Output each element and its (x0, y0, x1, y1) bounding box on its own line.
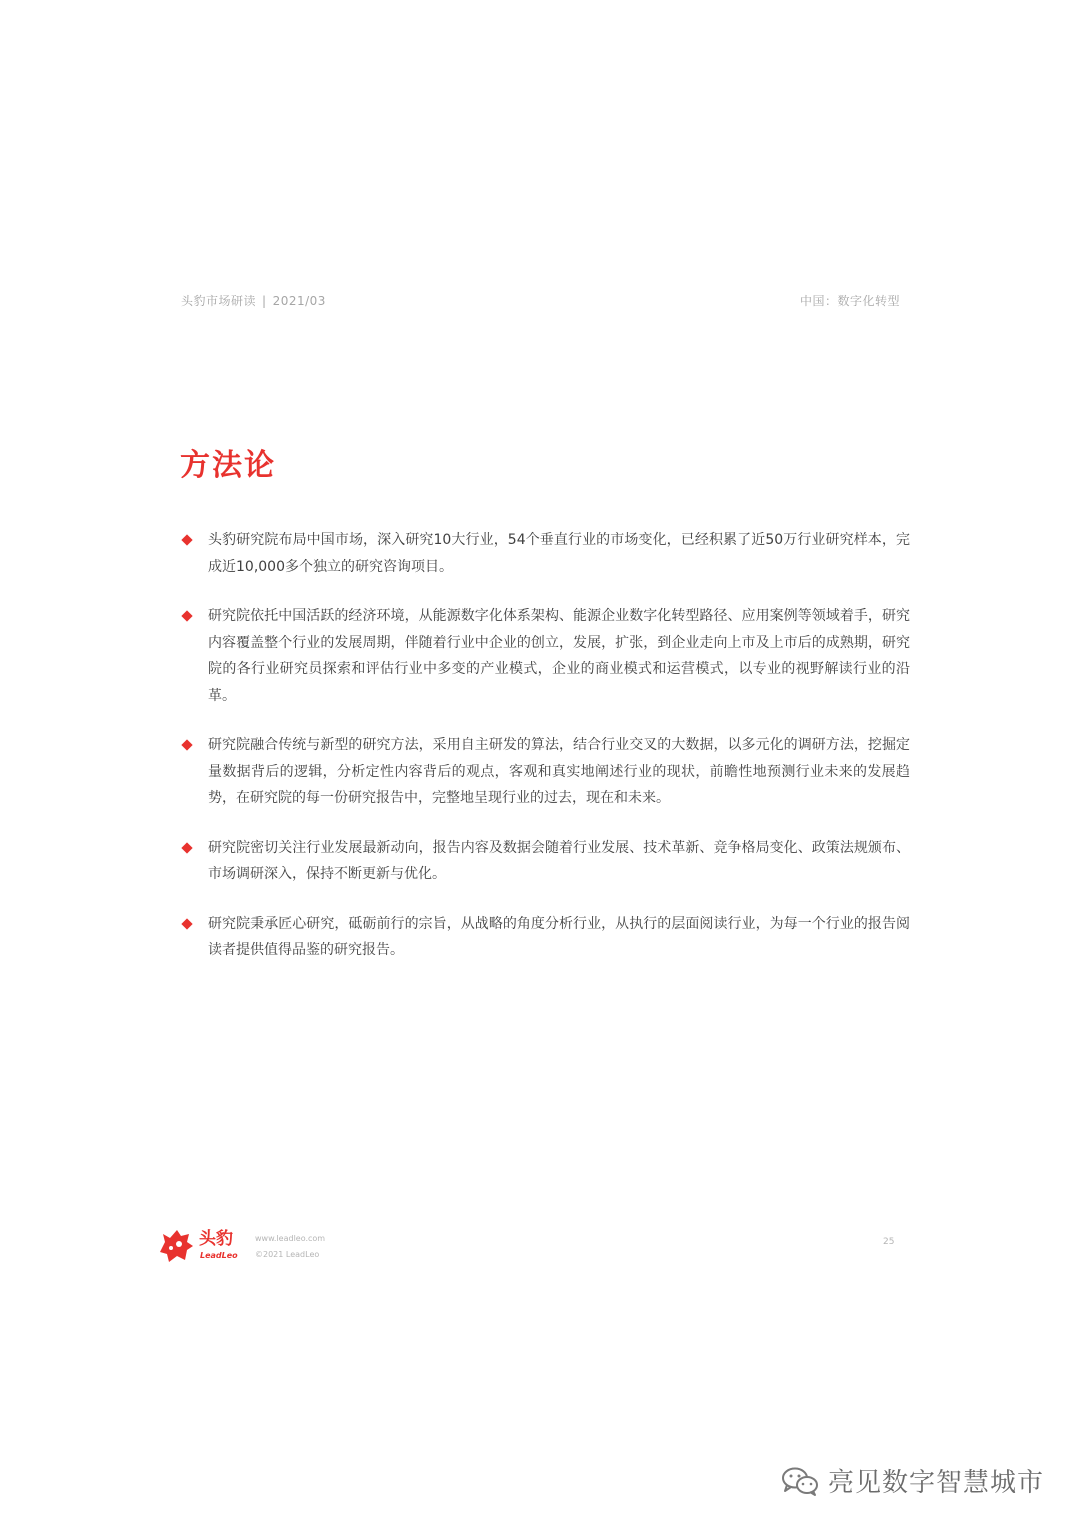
footer-copyright: ©2021 LeadLeo (255, 1250, 320, 1259)
footer-url: www.leadleo.com (255, 1234, 326, 1243)
bullet-list (180, 527, 910, 987)
diamond-bullet-icon (181, 918, 192, 929)
header-separator: | (262, 294, 267, 308)
page-title: 方法论 (180, 448, 276, 483)
leadleo-logo (155, 1222, 245, 1264)
bullet-item (180, 835, 910, 888)
watermark (780, 1462, 1044, 1499)
bullet-text: 研究院依托中国活跃的经济环境，从能源数字化体系架构、能源企业数字化转型路径、应用案例等领域着手，研究内容覆盖整个行业的发展周期，伴随着行业中企业的创立，发展，扩张，到企业走向上市及上市后的成熟期，研究院的各行业研究员探索和评估行业中多变的产业模式，企业的商业模式和运营模式，以专业的视野解读行业的沿革。 (208, 608, 910, 704)
logo-cn-text: 头豹 (199, 1229, 233, 1249)
header-brand-date (181, 292, 326, 309)
leopard-head-icon (160, 1230, 193, 1262)
bullet-item (180, 911, 910, 964)
header-date: 2021/03 (272, 294, 326, 308)
diamond-bullet-icon (181, 534, 192, 545)
header-topic: 中国：数字化转型 (799, 294, 900, 308)
watermark-text: 亮见数字智慧城市 (827, 1468, 1044, 1498)
bullet-text: 研究院秉承匠心研究，砥砺前行的宗旨，从战略的角度分析行业，从执行的层面阅读行业，为每一个行业的报告阅读者提供值得品鉴的研究报告。 (208, 915, 910, 958)
wechat-icon (780, 1465, 820, 1497)
page-number: 25 (883, 1237, 895, 1247)
diamond-bullet-icon (181, 842, 192, 853)
bullet-text: 研究院密切关注行业发展最新动向，报告内容及数据会随着行业发展、技术革新、竞争格局变化、政策法规颁布、市场调研深入，保持不断更新与优化。 (208, 839, 910, 882)
bullet-item (180, 527, 910, 580)
bullet-item (180, 603, 910, 709)
diamond-bullet-icon (181, 610, 192, 621)
bullet-item (180, 732, 910, 812)
logo-en-text: LeadLeo (200, 1251, 238, 1260)
diamond-bullet-icon (181, 739, 192, 750)
bullet-text: 头豹研究院布局中国市场，深入研究10大行业，54个垂直行业的市场变化，已经积累了近50万行业研究样本，完成近10,000多个独立的研究咨询项目。 (208, 532, 910, 575)
header-brand: 头豹市场研读 (181, 294, 257, 308)
bullet-text: 研究院融合传统与新型的研究方法，采用自主研发的算法，结合行业交叉的大数据，以多元化的调研方法，挖掘定量数据背后的逻辑，分析定性内容背后的观点，客观和真实地阐述行业的现状，前瞻性地预测行业未来的发展趋势，在研究院的每一份研究报告中，完整地呈现行业的过去，现在和未来。 (208, 737, 910, 806)
